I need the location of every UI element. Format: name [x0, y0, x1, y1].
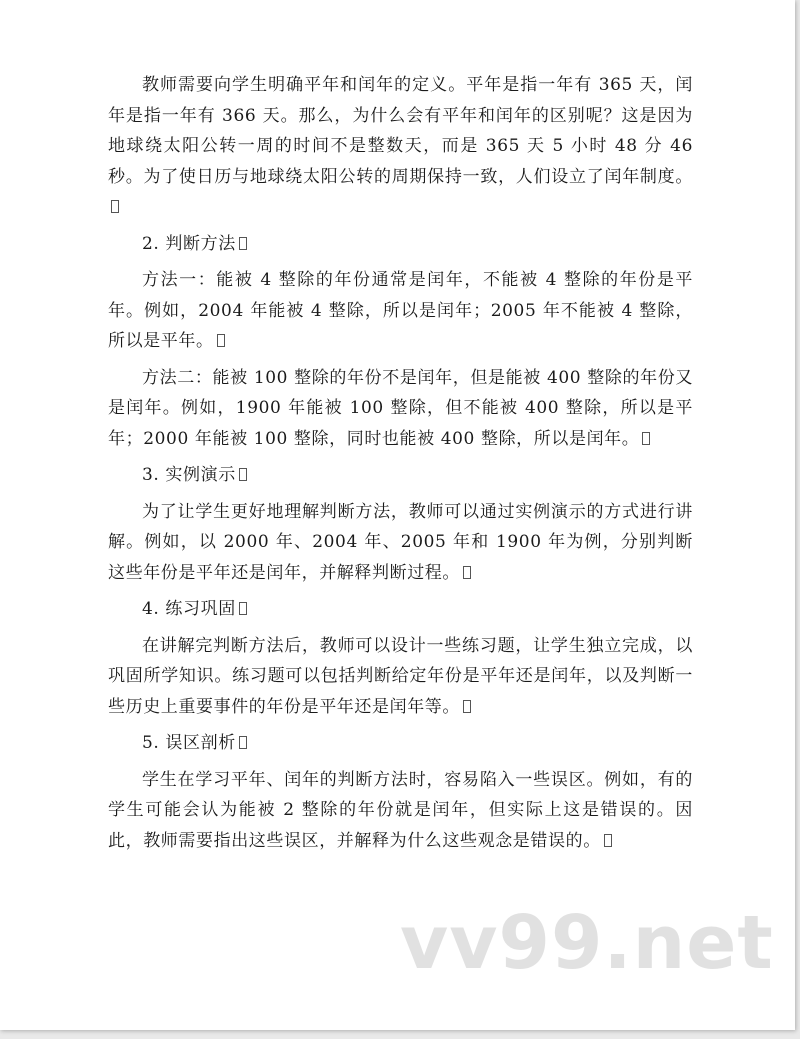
paragraph-method-two: 方法二：能被 100 整除的年份不是闰年，但是能被 400 整除的年份又是闰年。例如，1900 年能被 100 整除，但不能被 400 整除，所以是平年；2000 年能被 100 整除，同时也能被 400 整除，所以是闰年。 — [108, 367, 693, 449]
paragraph-mark-icon — [642, 432, 650, 445]
paragraph-mark-icon — [463, 566, 471, 579]
paragraph-mark-icon — [239, 468, 247, 481]
section-heading-judgment-method: 2. 判断方法 — [108, 229, 693, 260]
paragraph-mark-icon — [239, 736, 247, 749]
paragraph-mark-icon — [604, 834, 612, 847]
paragraph-practice: 在讲解完判断方法后，教师可以设计一些练习题，让学生独立完成，以巩固所学知识。练习题可以包括判断给定年份是平年还是闰年，以及判断一些历史上重要事件的年份是平年还是闰年等。 — [108, 635, 693, 717]
section-heading-practice: 4. 练习巩固 — [108, 594, 693, 625]
paragraph-mark-icon — [111, 200, 119, 213]
paragraph-method-one: 方法一：能被 4 整除的年份通常是闰年，不能被 4 整除的年份是平年。例如，2004 年能被 4 整除，所以是闰年；2005 年不能被 4 整除，所以是平年。 — [108, 270, 693, 351]
paragraph-mark-icon — [239, 237, 247, 250]
paragraph-mark-icon — [463, 700, 471, 713]
document-body — [108, 70, 693, 862]
paragraph-misconceptions: 学生在学习平年、闰年的判断方法时，容易陷入一些误区。例如，有的学生可能会认为能被 2 整除的年份就是闰年，但实际上这是错误的。因此，教师需要指出这些误区，并解释为什么这些观念是错误的。 — [108, 769, 693, 851]
section-heading-example-demo: 3. 实例演示 — [108, 460, 693, 491]
paragraph-mark-icon — [217, 334, 225, 347]
paragraph-leap-year-definition: 教师需要向学生明确平年和闰年的定义。平年是指一年有 365 天，闰年是指一年有 366 天。那么，为什么会有平年和闰年的区别呢？这是因为地球绕太阳公转一周的时间不是整数天，而是 365 天 5 小时 48 分 46 秒。为了使日历与地球绕太阳公转的周期保持一致，人们设立了闰年制度。 — [108, 70, 693, 223]
section-heading-misconceptions: 5. 误区剖析 — [108, 728, 693, 759]
watermark: vv99.net — [400, 900, 774, 986]
paragraph-mark-icon — [239, 602, 247, 615]
paragraph-example-demo: 为了让学生更好地理解判断方法，教师可以通过实例演示的方式进行讲解。例如，以 2000 年、2004 年、2005 年和 1900 年为例，分别判断这些年份是平年还是闰年，并解释判断过程。 — [108, 501, 693, 583]
